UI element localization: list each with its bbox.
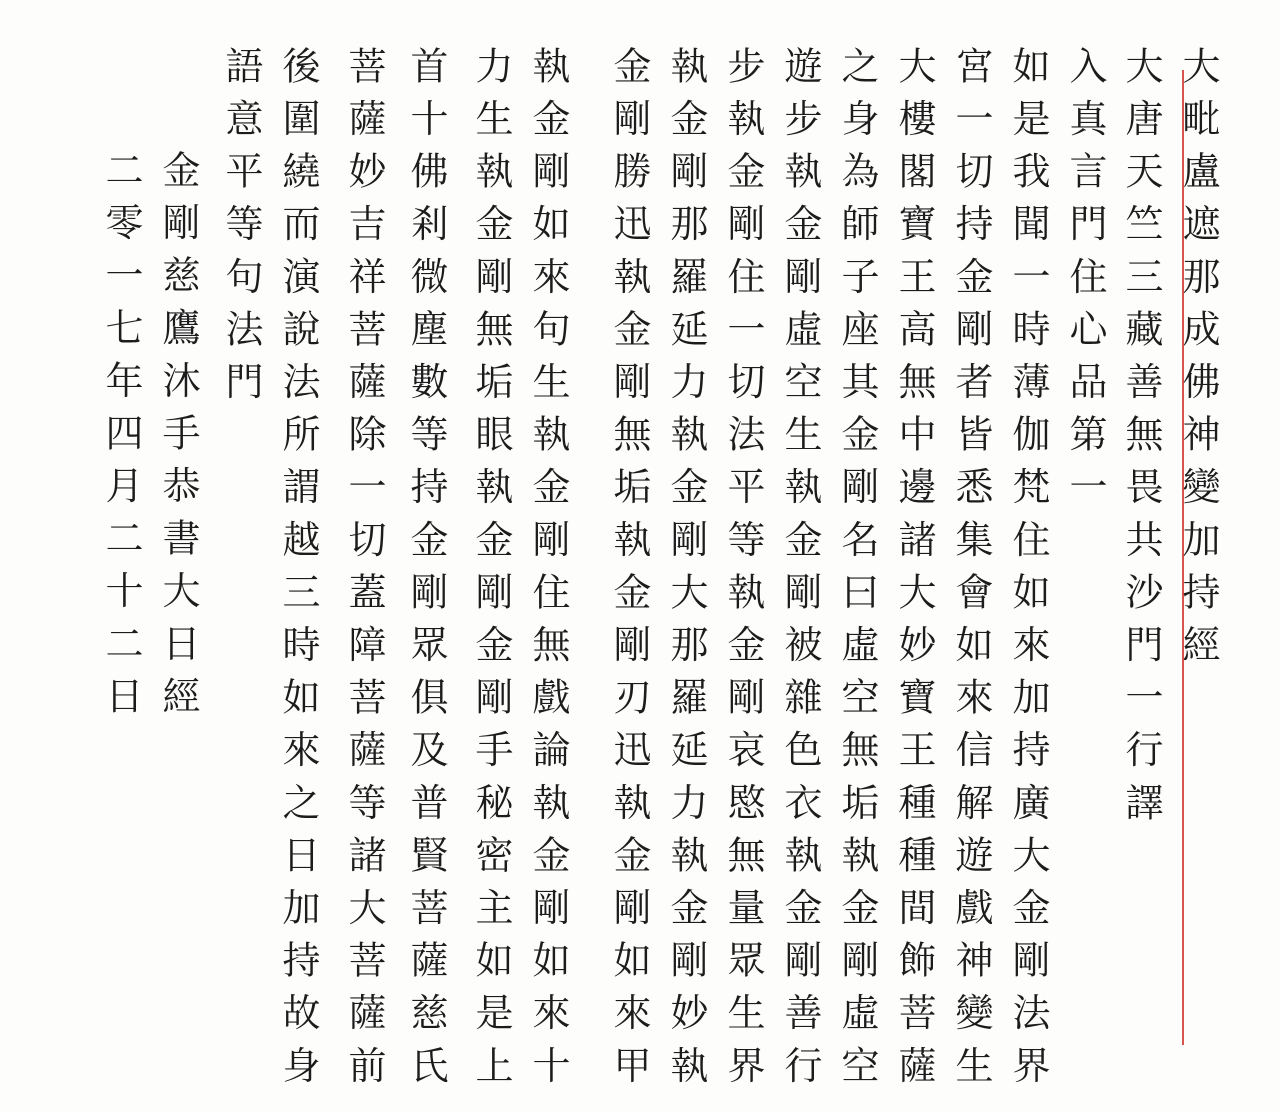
text-column: 執金剛那羅延力執金剛大那羅延力執金剛妙執: [664, 46, 708, 1098]
chapter-heading: 入真言門住心品第一: [1063, 46, 1107, 520]
translator-line: 大唐天竺三藏善無畏共沙門一行譯: [1119, 46, 1163, 835]
sutra-title: 大毗盧遮那成佛神變加持經: [1176, 46, 1220, 678]
text-column: 執金剛如來句生執金剛住無戲論執金剛如來十: [526, 46, 570, 1098]
colophon-signature: 金剛慈鷹沐手恭書大日經: [156, 150, 200, 729]
text-column: 菩薩妙吉祥菩薩除一切蓋障菩薩等諸大菩薩前: [342, 46, 386, 1098]
text-column: 宮一切持金剛者皆悉集會如來信解遊戲神變生: [949, 46, 993, 1098]
text-column: 如是我聞一時薄伽梵住如來加持廣大金剛法界: [1006, 46, 1050, 1098]
colophon-date: 二零一七年四月二十二日: [99, 150, 143, 729]
text-column: 金剛勝迅執金剛無垢執金剛刃迅執金剛如來甲: [607, 46, 651, 1098]
text-column: 語意平等句法門: [219, 46, 263, 415]
text-column: 後圍繞而演說法所謂越三時如來之日加持故身: [276, 46, 320, 1098]
text-column: 遊步執金剛虛空生執金剛被雜色衣執金剛善行: [778, 46, 822, 1098]
text-column: 力生執金剛無垢眼執金剛金剛手秘密主如是上: [469, 46, 513, 1098]
text-column: 步執金剛住一切法平等執金剛哀愍無量眾生界: [721, 46, 765, 1098]
text-column: 首十佛剎微塵數等持金剛眾俱及普賢菩薩慈氏: [404, 46, 448, 1098]
text-column: 大樓閣寶王高無中邊諸大妙寶王種種間飾菩薩: [892, 46, 936, 1098]
text-column: 之身為師子座其金剛名曰虛空無垢執金剛虛空: [835, 46, 879, 1098]
